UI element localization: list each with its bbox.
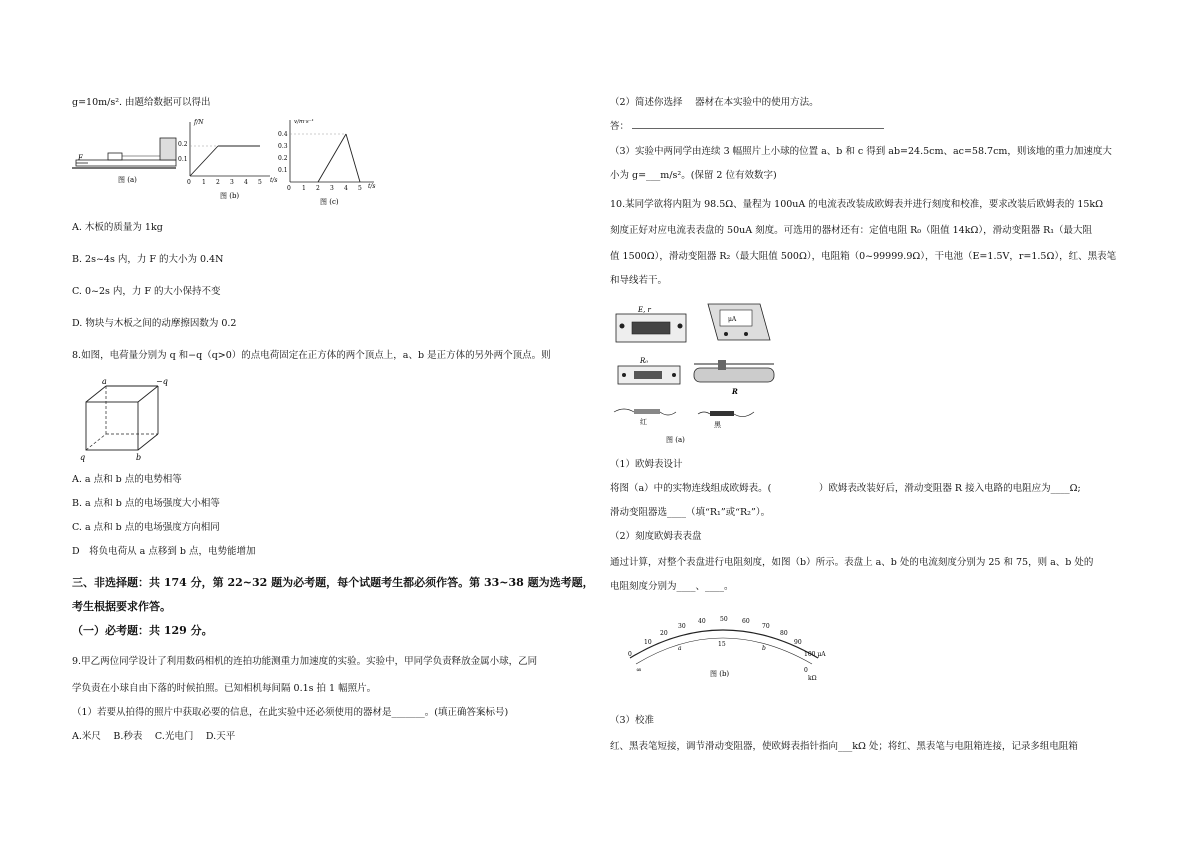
svg-text:t/s: t/s [368,183,376,190]
q10-stem-line3: 值 1500Ω），滑动变阻器 R₂（最大阻值 500Ω），电阻箱（0~99999.9Ω），干电池（E=1.5V，r=1.5Ω），红、黑表笔 [610,251,1117,262]
svg-text:4: 4 [344,185,348,192]
dial-infinity-label: ∞ [636,666,642,674]
svg-text:3: 3 [330,185,334,192]
svg-text:2: 2 [216,179,220,186]
svg-text:0: 0 [187,179,191,186]
svg-text:1: 1 [202,179,206,186]
q9-stem-line1: 9.甲乙两位同学设计了利用数码相机的连拍功能测重力加速度的实验。实验中，甲同学负责释放金属小球，乙同 [72,656,538,667]
rheostat-label: R [732,387,738,396]
dial-b-label: b [762,645,766,652]
q7-option-d: D. 物块与木板之间的动摩擦因数为 0.2 [72,318,237,329]
svg-text:4: 4 [244,179,248,186]
q9-part3-line2: 小为 g=___m/s²。(保留 2 位有效数字) [610,170,777,181]
answer-label: 答： [610,121,630,132]
red-probe-label: 红 [640,418,647,426]
q7-figures [72,116,392,208]
svg-text:50: 50 [720,616,728,623]
dial-a-label: a [678,645,682,652]
battery-label: E, r [638,306,651,314]
microammeter [708,304,770,340]
svg-text:0: 0 [287,185,291,192]
answer-line [610,120,884,134]
q8-option-a: A. a 点和 b 点的电势相等 [72,474,182,485]
figure-a-apparatus [72,138,176,184]
q7-option-b: B. 2s~4s 内，力 F 的大小为 0.4N [72,254,224,265]
figure-b-graph [178,119,278,200]
right-column [610,0,1170,848]
part2-line1: 通过计算，对整个表盘进行电阻刻度，如图（b）所示。表盘上 a、b 处的电流刻度分别为 25 和 75，则 a、b 处的 [610,557,1094,568]
figure-c-graph [278,118,376,206]
section3-heading-line1: 三、非选择题：共 174 分，第 22~32 题为必考题，每个试题考生都必须作答。第 33~38 题为选考题， [72,576,594,589]
q9-options: A.米尺 B.秒表 C.光电门 D.天平 [72,731,236,742]
cube-figure [78,376,174,464]
black-probe-label: 黑 [714,421,721,429]
part3-line1: 红、黑表笔短接，调节滑动变阻器，使欧姆表指针指向___kΩ 处；将红、黑表笔与电阻箱连接，记录多组电阻箱 [610,741,1078,752]
cube-label-q: q [80,453,86,462]
q10-stem-line2: 刻度正好对应电流表表盘的 50uA 刻度。可选用的器材还有：定值电阻 R₀（阻值 14kΩ），滑动变阻器 R₁（最大阻 [610,225,1093,236]
part3-title: （3）校准 [610,715,655,726]
cube-label-b: b [136,453,142,462]
q8-stem: 8.如图，电荷量分别为 q 和−q（q>0）的点电荷固定在正方体的两个顶点上，a、b 是正方体的另外两个顶点。则 [72,350,551,361]
dial-ticks [628,616,826,658]
svg-text:5: 5 [358,185,362,192]
meter-label: μA [728,316,737,323]
battery [616,306,686,342]
answer-blank [632,120,884,129]
svg-text:0.2: 0.2 [278,155,288,162]
q9-stem-line2: 学负责在小球自由下落的时候拍照。已知相机每间隔 0.1s 拍 1 幅照片。 [72,683,377,694]
q7-intro: g=10m/s². 由题给数据可以得出 [72,97,211,108]
svg-text:30: 30 [678,623,686,630]
svg-text:40: 40 [698,618,706,625]
q8-option-b: B. a 点和 b 点的电场强度大小相等 [72,498,220,509]
dial-mid-label: 15 [718,641,726,648]
cube-label-a: a [102,377,107,386]
svg-text:100 μA: 100 μA [804,651,826,658]
section3-heading-line2: 考生根据要求作答。 [72,600,171,613]
q10-stem-line1: 10.某同学欲将内阻为 98.5Ω、量程为 100uA 的电流表改装成欧姆表并进行刻度和校准，要求改装后欧姆表的 15kΩ [610,199,1104,210]
q9-part2: （2）简述你选择 器材在本实验中的使用方法。 [610,97,819,108]
part1-line2: 滑动变阻器选____（填“R₁”或“R₂”）。 [610,507,771,518]
svg-text:0.3: 0.3 [278,143,288,150]
svg-text:80: 80 [780,630,788,637]
svg-text:90: 90 [794,639,802,646]
left-column [72,0,632,848]
svg-text:20: 20 [660,630,668,637]
svg-text:0.4: 0.4 [278,131,288,138]
ohmmeter-dial-figure [622,606,832,690]
fixed-resistor-r0 [618,357,680,384]
q7-option-c: C. 0~2s 内，力 F 的大小保持不变 [72,286,221,297]
q9-part3-line1: （3）实验中两同学由连续 3 幅照片上小球的位置 a、b 和 c 得到 ab=24.5cm、ac=58.7cm，则该地的重力加速度大 [610,146,1112,157]
q10-stem-line4: 和导线若干。 [610,275,668,286]
part2-line2: 电阻刻度分别为____、____。 [610,581,734,592]
section3-subheading: （一）必考题：共 129 分。 [72,624,213,637]
svg-text:3: 3 [230,179,234,186]
equipment-figure [610,300,780,450]
figure-b-caption: 图 (b) [220,192,240,200]
figure-b-ylabel: f/N [194,119,204,126]
svg-text:0.1: 0.1 [278,167,288,174]
b-ytick-2: 0.1 [178,156,188,163]
svg-text:10: 10 [644,639,652,646]
q9-part1: （1）若要从拍得的照片中获取必要的信息，在此实验中还必须使用的器材是_______。(填正确答案标号) [72,707,509,718]
part1-line1: 将图（a）中的实物连线组成欧姆表。( ）欧姆表改装好后，滑动变阻器 R 接入电路的电阻应为____Ω; [610,483,1081,494]
q8-option-c: C. a 点和 b 点的电场强度方向相同 [72,522,220,533]
figure-a-caption: 图 (a) [118,176,137,184]
svg-text:t/s: t/s [270,177,278,184]
q8-option-d: D 将负电荷从 a 点移到 b 点，电势能增加 [72,546,256,557]
figure-a-caption: 图 (a) [666,436,685,444]
test-probes [614,409,754,429]
cube-label-neg-q: −q [156,377,168,386]
svg-text:2: 2 [316,185,320,192]
r0-label: R₀ [640,357,649,365]
svg-text:0: 0 [628,651,632,658]
figure-b-caption: 图 (b) [710,670,730,678]
q7-option-a: A. 木板的质量为 1kg [72,222,163,233]
svg-text:60: 60 [742,618,750,625]
svg-text:5: 5 [258,179,262,186]
svg-text:1: 1 [302,185,306,192]
b-ytick-1: 0.2 [178,141,188,148]
part2-title: （2）刻度欧姆表表盘 [610,531,702,542]
rheostat [694,360,774,396]
dial-zero-label: 0 [804,667,808,674]
part1-title: （1）欧姆表设计 [610,459,683,470]
svg-text:70: 70 [762,623,770,630]
figure-c-ylabel: v/m·s⁻¹ [294,119,314,125]
figure-c-caption: 图 (c) [320,198,339,206]
dial-unit: kΩ [808,675,817,682]
force-label: F [78,154,83,162]
